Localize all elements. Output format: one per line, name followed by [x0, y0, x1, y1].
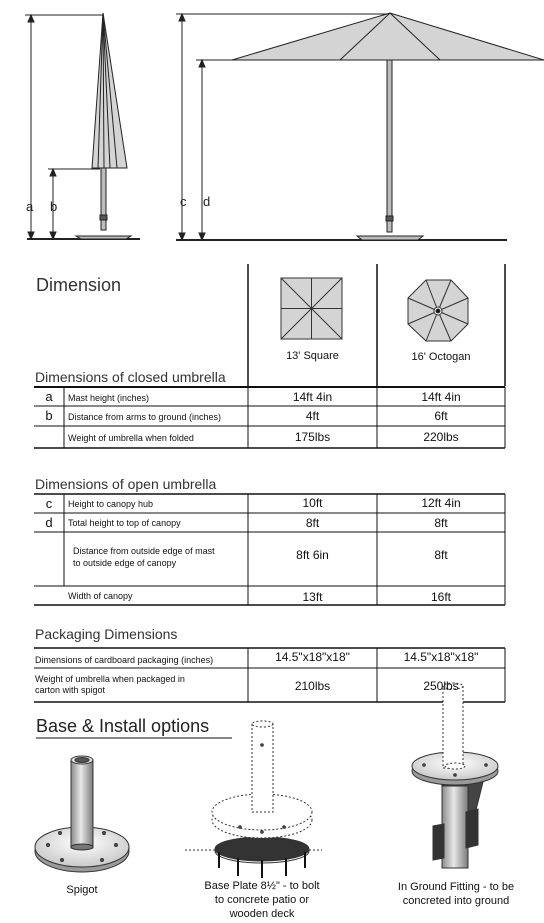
- row-value-square: 8ft: [305, 516, 320, 530]
- packaging-heading: Packaging Dimensions: [35, 626, 178, 642]
- row-value-octagon: 6ft: [434, 409, 448, 423]
- dimension-label-a: a: [26, 199, 34, 214]
- spigot-icon: [35, 756, 129, 872]
- base-plate-caption-line3: wooden deck: [229, 908, 295, 920]
- dimension-label-c: c: [180, 194, 187, 209]
- row-label: carton with spigot: [35, 685, 106, 695]
- in-ground-caption-line2: concreted into ground: [402, 895, 510, 907]
- base-plate-caption-line1: Base Plate 8½" - to bolt: [204, 880, 320, 892]
- row-value-square: 175lbs: [294, 430, 331, 444]
- model-name-octagon: 16' Octogan: [411, 351, 471, 363]
- row-value-octagon: 220lbs: [423, 430, 459, 444]
- row-label: Weight of umbrella when packaged in: [35, 674, 185, 684]
- row-key: b: [45, 408, 53, 423]
- row-label: Height to canopy hub: [68, 499, 154, 509]
- row-label: to outside edge of canopy: [73, 558, 177, 568]
- row-value-octagon: 8ft: [434, 516, 448, 530]
- row-value-octagon: 16ft: [430, 590, 451, 604]
- row-key: a: [45, 389, 53, 404]
- row-key: c: [45, 496, 53, 511]
- closed-umbrella-heading: Dimensions of closed umbrella: [35, 369, 226, 385]
- open-umbrella-heading: Dimensions of open umbrella: [35, 476, 217, 492]
- row-label: Distance from outside edge of mast: [73, 546, 215, 556]
- open-umbrella-diagram: [176, 13, 544, 240]
- in-ground-fitting-icon: [412, 683, 498, 868]
- row-label: Mast height (inches): [68, 393, 150, 403]
- base-plate-caption-line2: to concrete patio or: [214, 894, 310, 906]
- in-ground-caption-line1: In Ground Fitting - to be: [397, 881, 515, 893]
- octagon-canopy-icon: [408, 280, 468, 341]
- row-key: d: [45, 515, 53, 530]
- row-label: Width of canopy: [68, 591, 133, 601]
- row-value-square: 4ft: [305, 409, 320, 423]
- base-install-heading: Base & Install options: [36, 716, 210, 736]
- closed-umbrella-diagram: [25, 13, 140, 239]
- row-value-square: 10ft: [302, 496, 323, 510]
- dimension-label-d: d: [203, 194, 211, 209]
- row-label: Total height to top of canopy: [68, 518, 181, 528]
- row-label: Weight of umbrella when folded: [68, 433, 194, 443]
- row-value-octagon: 12ft 4in: [421, 496, 461, 510]
- dimension-heading: Dimension: [36, 275, 122, 295]
- row-value-square: 13ft: [302, 590, 323, 604]
- square-canopy-icon: [281, 278, 342, 339]
- row-value-square: 210lbs: [294, 679, 331, 693]
- row-label: Distance from arms to ground (inches): [68, 412, 222, 422]
- row-value-octagon: 14ft 4in: [421, 390, 461, 404]
- row-label: Dimensions of cardboard packaging (inches): [35, 655, 214, 665]
- model-name-square: 13' Square: [286, 350, 339, 362]
- row-value-square: 14.5"x18"x18": [275, 650, 350, 664]
- spigot-caption: Spigot: [66, 884, 98, 896]
- row-value-octagon: 14.5"x18"x18": [403, 650, 479, 664]
- row-value-octagon: 8ft: [434, 548, 448, 562]
- row-value-square: 14ft 4in: [292, 390, 333, 404]
- row-value-square: 8ft 6in: [296, 548, 329, 562]
- row-value-octagon: 250lbs: [423, 679, 459, 693]
- dimension-label-b: b: [50, 199, 58, 214]
- base-plate-icon: [185, 721, 322, 878]
